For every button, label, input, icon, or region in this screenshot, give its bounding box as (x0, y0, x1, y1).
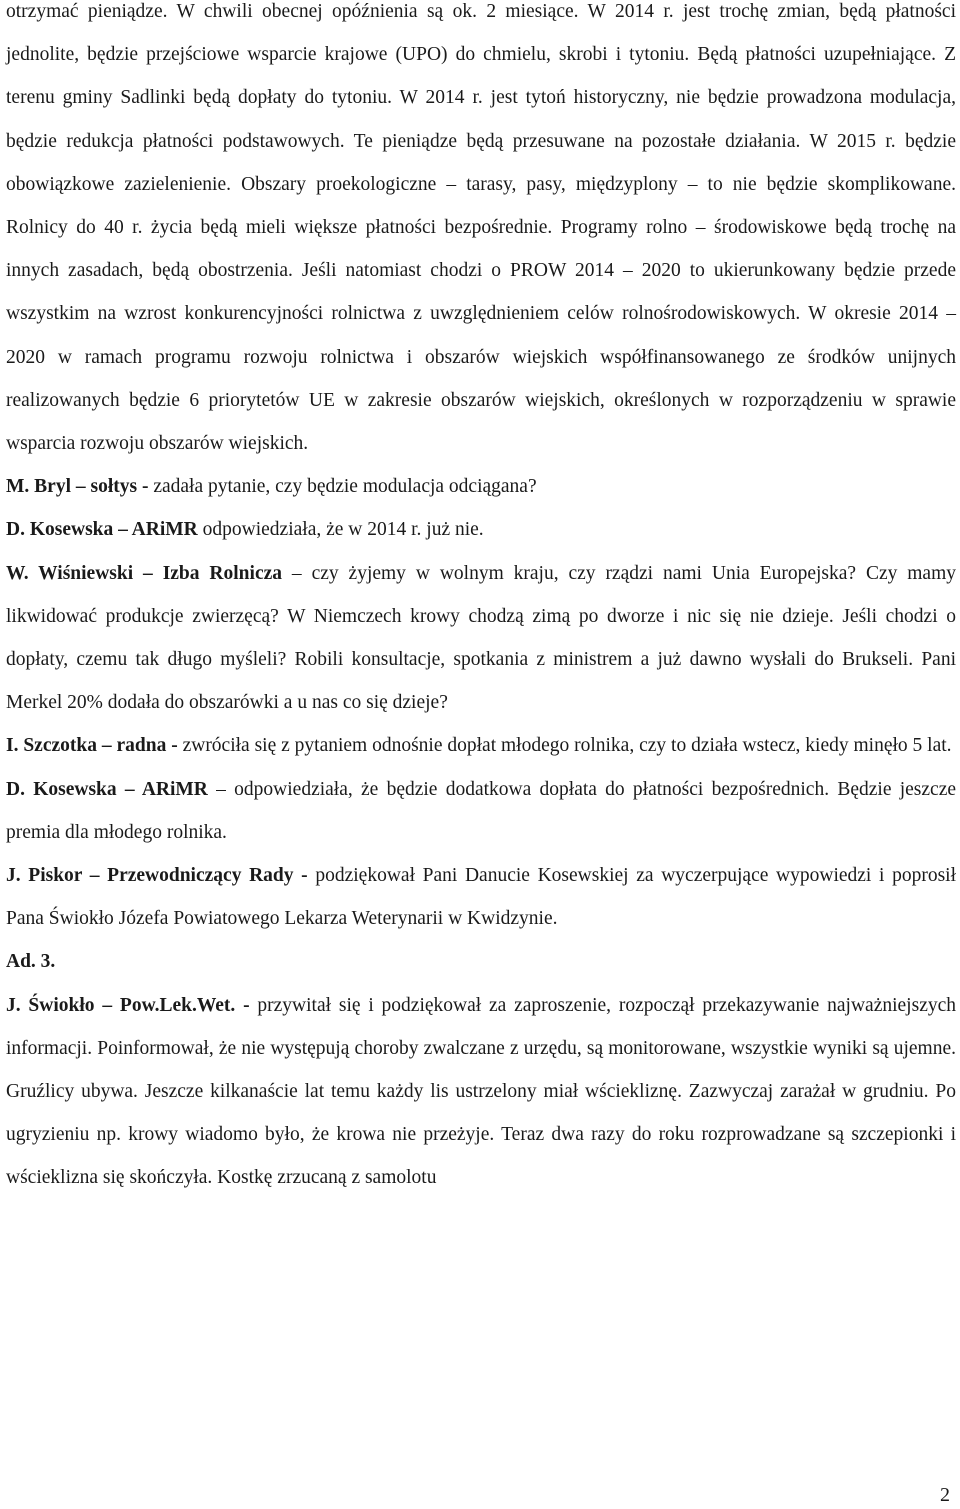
paragraph-text: zadała pytanie, czy będzie modulacja odciągana? (153, 476, 537, 498)
speaker-label: J. Świokło – Pow.Lek.Wet. - (6, 994, 250, 1016)
speaker-label: D. Kosewska – ARiMR (6, 778, 208, 800)
speaker-label: J. Piskor – Przewodniczący Rady - (6, 865, 308, 887)
paragraph-swioklo (6, 984, 956, 1200)
paragraph-piskor (6, 854, 956, 940)
paragraph-text: – czy żyjemy w wolnym kraju, czy rządzi nami Unia Europejska? Czy mamy likwidować produkcje zwierzęcą? W Niemczech krowy chodzą zimą po dworze i nic się nie dzieje. Jeśli chodzi o dopłaty, czemu tak długo myśleli? Robili konsultacje, spotkania z ministrem a już dawno wysłali do Brukseli. Pani Merkel 20% dodała do obszarówki a u nas co się dzieje? (6, 562, 956, 714)
paragraph-kosewska-2 (6, 768, 956, 854)
speaker-label: M. Bryl – sołtys - (6, 476, 149, 498)
paragraph-bryl (6, 465, 956, 508)
paragraph-text: zwróciła się z pytaniem odnośnie dopłat młodego rolnika, czy to działa wstecz, kiedy minęło 5 lat. (182, 735, 952, 757)
paragraph-text: podziękował Pani Danucie Kosewskiej za wyczerpujące wypowiedzi i poprosił Pana Świokło Józefa Powiatowego Lekarza Weterynarii w Kwidzynie. (6, 865, 957, 930)
paragraph-text: – odpowiedziała, że będzie dodatkowa dopłata do płatności bezpośrednich. Będzie jeszcze premia dla młodego rolnika. (6, 778, 957, 843)
page-number: 2 (940, 1484, 950, 1506)
paragraph-intro (6, 0, 956, 465)
section-heading-ad3 (6, 940, 956, 983)
paragraph-text: przywitał się i podziękował za zaproszenie, rozpoczął przekazywanie najważniejszych informacji. Poinformował, że nie występują choroby zwalczane z urzędu, są monitorowane, wszystkie wyniki są ujemne. Gruźlicy ubywa. Jeszcze kilkanaście lat temu każdy lis ustrzelony miał wściekliznę. Zazwyczaj zarażał w grudniu. Po ugryzieniu np. krowy wiadomo było, że krowa nie przeżyje. Teraz dwa razy do roku rozprowadzane są szczepionki i wścieklizna się skończyła. Kostkę zrzucaną z samolotu (6, 994, 956, 1189)
paragraph-kosewska-1 (6, 508, 956, 551)
section-label: Ad. 3. (6, 951, 56, 973)
paragraph-wisniewski (6, 552, 956, 725)
speaker-label: W. Wiśniewski – Izba Rolnicza (6, 562, 283, 584)
paragraph-text: otrzymać pieniądze. W chwili obecnej opóźnienia są ok. 2 miesiące. W 2014 r. jest trochę zmian, będą płatności jednolite, będzie przejściowe wsparcie krajowe (UPO) do chmielu, skrobi i tytoniu. Będą płatności uzupełniające. Z terenu gminy Sadlinki będą dopłaty do tytoniu. W 2014 r. jest tytoń historyczny, nie będzie prowadzona modulacja, będzie redukcja płatności podstawowych. Te pieniądze będą przesuwane na pozostałe działania. W 2015 r. będzie obowiązkowe zazielenienie. Obszary proekologiczne – tarasy, pasy, międzyplony – to nie będzie skomplikowane. Rolnicy do 40 r. życia będą mieli większe płatności bezpośrednie. Programy rolno – środowiskowe będą trochę na innych zasadach, będą obostrzenia. Jeśli natomiast chodzi o PROW 2014 – 2020 to ukierunkowany będzie przede wszystkim na wzrost konkurencyjności rolnictwa z uwzględnieniem celów rolnośrodowiskowych. W okresie 2014 – 2020 w ramach programu rozwoju rolnictwa i obszarów wiejskich współfinansowanego ze środków unijnych realizowanych będzie 6 priorytetów UE w zakresie obszarów wiejskich, określonych w rozporządzeniu w sprawie wsparcia rozwoju obszarów wiejskich. (6, 1, 956, 455)
paragraph-text: odpowiedziała, że w 2014 r. już nie. (202, 519, 484, 541)
speaker-label: D. Kosewska – ARiMR (6, 519, 198, 541)
speaker-label: I. Szczotka – radna - (6, 735, 178, 757)
document-page (6, 0, 956, 1200)
paragraph-szczotka (6, 724, 956, 767)
